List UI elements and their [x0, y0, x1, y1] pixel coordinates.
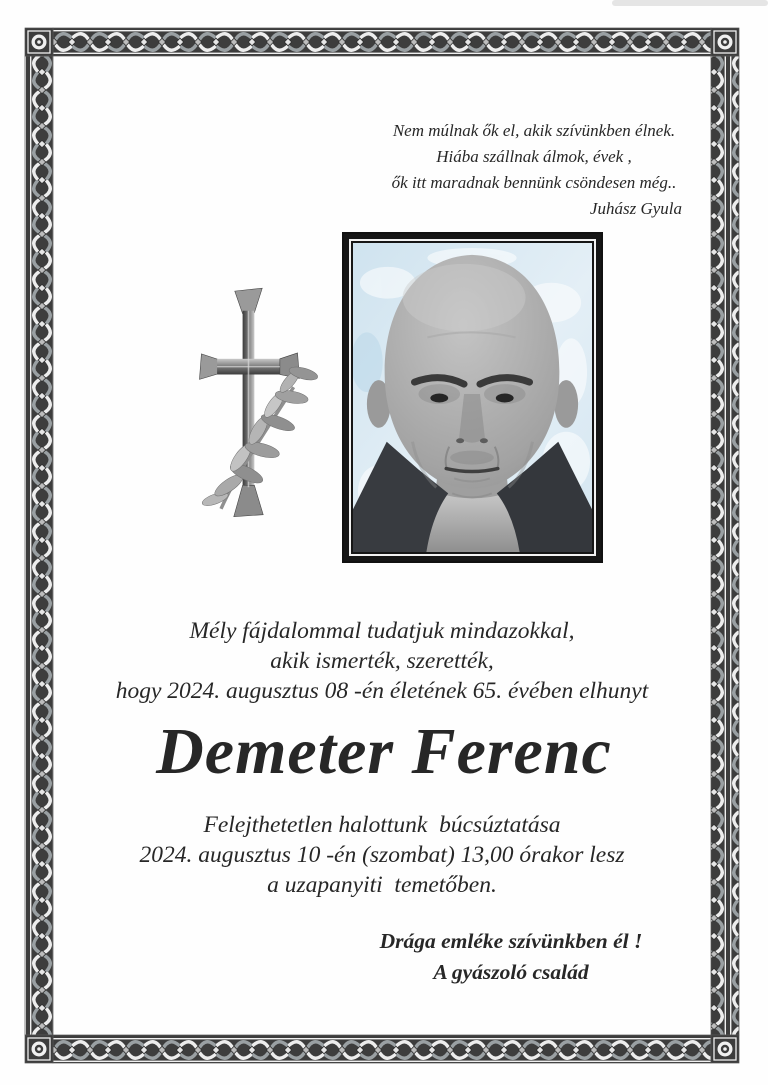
portrait-photo-inner-frame	[349, 239, 596, 556]
funeral-line: Felejthetetlen halottunk búcsúztatása	[203, 812, 561, 838]
closing-line: Drága emléke szívünkben él !	[379, 929, 643, 953]
poem-author: Juhász Gyula	[589, 199, 682, 218]
closing-message	[350, 926, 672, 988]
funeral-line: a uzapanyiti temetőben.	[267, 872, 497, 898]
announcement-line: akik ismerték, szerették,	[270, 648, 494, 674]
closing-line: A gyászoló család	[433, 960, 589, 984]
portrait-of-deceased-man	[353, 243, 592, 552]
poem-line: Nem múlnak ők el, akik szívünkben élnek.	[392, 121, 676, 140]
cross-with-laurel-branch-icon	[172, 270, 324, 528]
poem-line: Hiába szállnak álmok, évek ,	[436, 147, 632, 166]
border-corner-top-left	[25, 28, 53, 56]
poem-line: ők itt maradnak bennünk csöndesen még..	[391, 173, 677, 192]
portrait-photo	[342, 232, 603, 563]
scan-artifact	[612, 0, 768, 6]
border-corner-top-right	[711, 28, 739, 56]
memorial-poem	[376, 118, 692, 222]
announcement-line: Mély fájdalommal tudatjuk mindazokkal,	[189, 618, 575, 644]
death-announcement	[53, 616, 711, 706]
deceased-name: Demeter Ferenc	[156, 715, 612, 788]
border-corner-bottom-right	[711, 1035, 739, 1063]
border-corner-bottom-left	[25, 1035, 53, 1063]
funeral-details	[53, 810, 711, 900]
funeral-line: 2024. augusztus 10 -én (szombat) 13,00 órakor lesz	[139, 842, 625, 868]
announcement-line: hogy 2024. augusztus 08 -én életének 65. évében elhunyt	[115, 678, 649, 704]
